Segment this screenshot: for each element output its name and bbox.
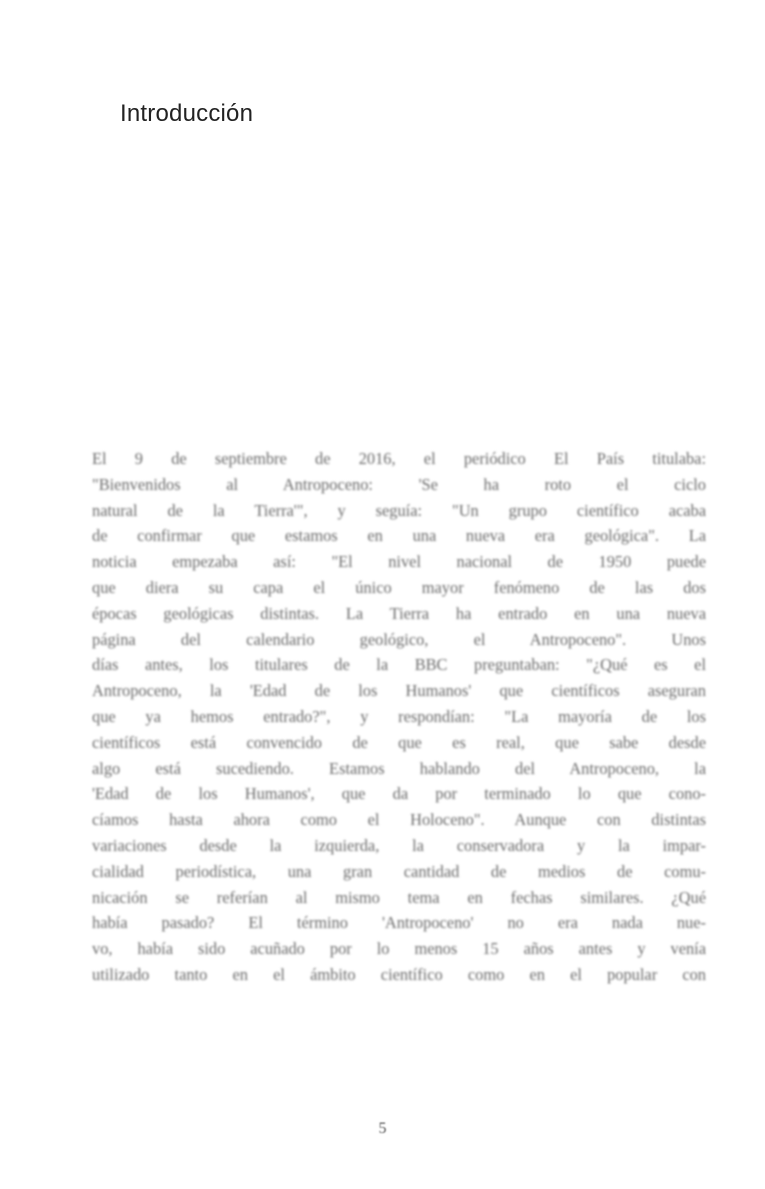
body-text-line: había pasado? El término 'Antropoceno' no era nada nue-	[92, 913, 706, 933]
body-text-line: algo está sucediendo. Estamos hablando del Antropoceno, la	[92, 758, 706, 778]
body-text-line: que ya hemos entrado?", y respondían: "La mayoría de los	[92, 706, 706, 726]
body-text-line: natural de la Tierra'", y seguía: "Un grupo científico acaba	[92, 500, 706, 520]
body-text-line: página del calendario geológico, el Antropoceno". Unos	[92, 629, 706, 649]
body-text-line: "Bienvenidos al Antropoceno: 'Se ha roto el ciclo	[92, 474, 706, 494]
body-text-line: que diera su capa el único mayor fenómeno de las dos	[92, 577, 706, 597]
body-text-line: de confirmar que estamos en una nueva era geológica". La	[92, 526, 706, 546]
body-paragraph	[92, 446, 706, 988]
body-text-line: variaciones desde la izquierda, la conservadora y la impar-	[92, 835, 706, 855]
body-text-line: científicos está convencido de que es real, que sabe desde	[92, 732, 706, 752]
body-text-line: cíamos hasta ahora como el Holoceno". Aunque con distintas	[92, 810, 706, 830]
body-text-line: cialidad periodística, una gran cantidad de medios de comu-	[92, 861, 706, 881]
chapter-title: Introducción	[120, 100, 254, 127]
page-number: 5	[378, 1120, 387, 1137]
body-text-line: El 9 de septiembre de 2016, el periódico El País titulaba:	[92, 449, 706, 468]
body-text-line: nicación se referían al mismo tema en fechas similares. ¿Qué	[92, 887, 706, 907]
body-text-line: 'Edad de los Humanos', que da por terminado lo que cono-	[92, 784, 706, 804]
body-text-line: utilizado tanto en el ámbito científico como en el popular con	[92, 964, 706, 984]
body-text-line: vo, había sido acuñado por lo menos 15 años antes y venía	[92, 939, 706, 959]
body-text-line: noticia empezaba así: "El nivel nacional de 1950 puede	[92, 552, 706, 572]
body-text-line: épocas geológicas distintas. La Tierra ha entrado en una nueva	[92, 603, 706, 623]
body-text-line: días antes, los titulares de la BBC preguntaban: "¿Qué es el	[92, 655, 706, 675]
body-text-line: Antropoceno, la 'Edad de los Humanos' que científicos aseguran	[92, 681, 706, 701]
